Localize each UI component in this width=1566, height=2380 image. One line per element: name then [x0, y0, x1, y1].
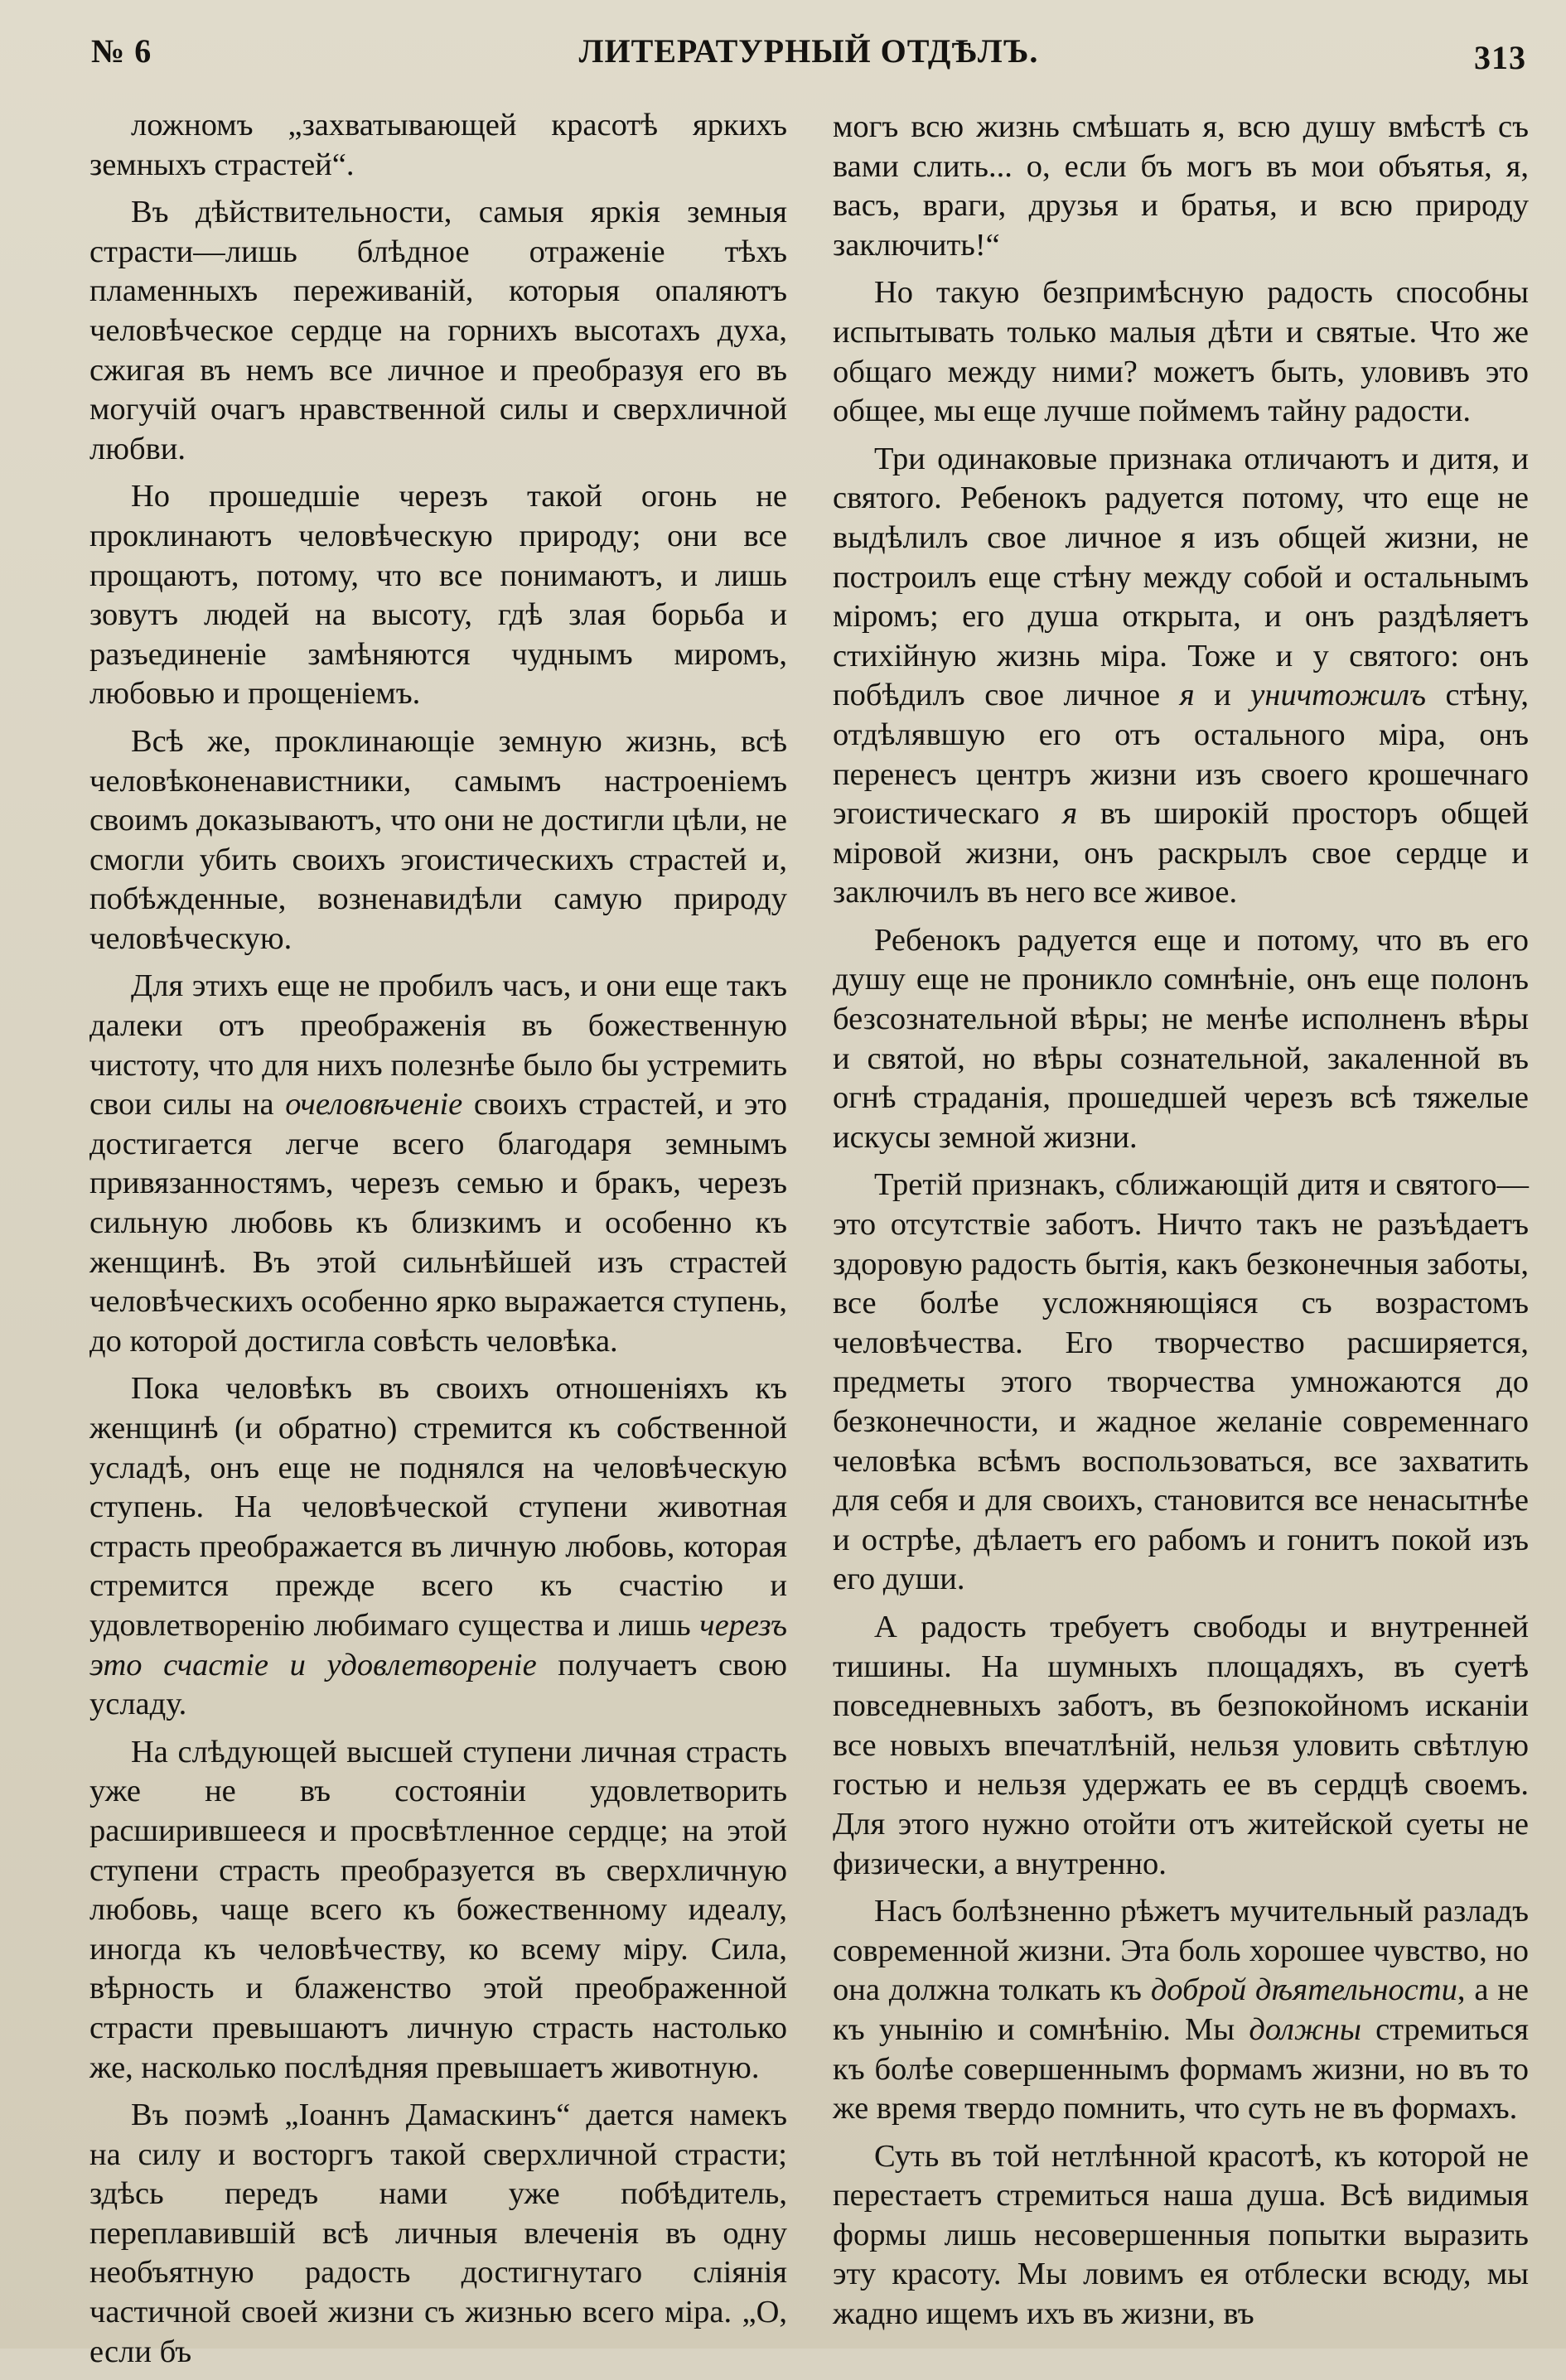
- page-number: 313: [1474, 39, 1526, 76]
- paragraph: [89, 967, 787, 1361]
- text-run: Всѣ же, проклинающіе земную жизнь, всѣ человѣконенавистники, самымъ настроеніемъ своимъ доказываютъ, что они не достигли цѣли, не смогли убить своихъ эгоистическихъ страстей и, побѣжденные, возненавидѣли самую природу человѣческую.: [89, 723, 787, 956]
- text-run: Въ дѣйствительности, самыя яркія земныя страсти—лишь блѣдное отраженіе тѣхъ пламенныхъ переживаній, которыя опаляютъ человѣческое сердце на горнихъ высотахъ духа, сжигая въ немъ все личное и преобразуя его въ могучій очагъ нравственной силы и сверхличной любви.: [89, 195, 787, 466]
- text-run: Въ поэмѣ „Іоаннъ Дамаскинъ“ дается намекъ на силу и восторгъ такой сверхличной страсти; здѣсь передъ нами уже побѣдитель, переплавившій всѣ личныя влеченія въ одну необъятную радость достигнутаго слiянія частичной своей жизни съ жизнью всего міра. „О, если бъ: [89, 2098, 787, 2369]
- text-run: Суть въ той нетлѣнной красотѣ, къ которой не перестаетъ стремиться наша душа. Всѣ видимыя формы лишь несовершенныя попытки выразить эту красоту. Мы ловимъ ея отблески всюду, мы жадно ищемъ ихъ въ жизни, въ: [833, 2138, 1529, 2332]
- italic-text: я: [1062, 796, 1078, 832]
- paragraph: [89, 722, 787, 959]
- paragraph: [833, 1608, 1529, 1884]
- paragraph: [833, 273, 1529, 431]
- issue-number: № 6: [91, 32, 152, 70]
- paragraph: [833, 2137, 1529, 2334]
- italic-text: доброй дѣятельности: [1150, 1972, 1457, 2008]
- italic-text: я: [1179, 678, 1195, 713]
- right-column: [833, 108, 1529, 2343]
- text-run: могъ всю жизнь смѣшать я, всю душу вмѣстѣ съ вами слить... о, если бъ могъ въ мои объятья, я, васъ, враги, друзья и братья, и всю природу заключить!“: [833, 109, 1529, 263]
- italic-text: черезъ это счастіе и удовлетвореніе: [89, 1607, 787, 1682]
- text-run: Насъ болѣзненно рѣжетъ мучительный разладъ современной жизни. Эта боль хорошее чувство, но она должна толкать къ: [833, 1894, 1529, 2008]
- text-run: стремиться къ болѣе совершеннымъ формамъ жизни, но въ то же время твердо помнить, что суть не въ формахъ.: [833, 2011, 1529, 2127]
- text-run: Три одинаковые признака отличаютъ и дитя, и святого. Ребенокъ радуется потому, что еще не выдѣлилъ свое личное я изъ общей жизни, не построилъ еще стѣну между собой и остальнымъ міромъ; его душа открыта, и онъ раздѣляетъ стихійную жизнь міра. Тоже и у святого: онъ побѣдилъ свое личное: [833, 441, 1529, 713]
- left-column: [89, 106, 787, 2380]
- text-run: стѣну, отдѣлявшую его отъ остального міра, онъ перенесъ центръ жизни изъ своего крошечнаго эгоистическаго: [833, 678, 1529, 832]
- text-run: Но прошедшіе черезъ такой огонь не проклинаютъ человѣческую природу; они все прощаютъ, потому, что все понимаютъ, и лишь зовутъ людей на высоту, гдѣ злая борьба и разъединеніе замѣняются чуднымъ миромъ, любовью и прощеніемъ.: [89, 479, 787, 712]
- italic-text: уничтожилъ: [1250, 678, 1427, 713]
- text-run: Для этихъ еще не пробилъ часъ, и они еще такъ далеки отъ преображенія въ божественную чистоту, что для нихъ полезнѣе было бы устремить свои силы на: [89, 968, 787, 1122]
- paragraph: [833, 440, 1529, 913]
- running-header: [91, 31, 1526, 81]
- paragraph: [833, 921, 1529, 1158]
- paragraph: [833, 108, 1529, 265]
- text-run: Ребенокъ радуется еще и потому, что въ его душу еще не проникло сомнѣніе, онъ еще полонъ безсознательной вѣры; не менѣе исполненъ вѣры и святой, но вѣры сознательной, закаленной въ огнѣ страданія, прошедшей черезъ всѣ тяжелые искусы земной жизни.: [833, 922, 1529, 1155]
- text-run: А радость требуетъ свободы и внутренней тишины. На шумныхъ площадяхъ, въ суетѣ повседневныхъ заботъ, въ безпокойномъ исканіи все новыхъ впечатлѣній, нельзя уловить свѣтлую гостью и нельзя удержать ее въ сердцѣ своемъ. Для этого нужно отойти отъ житейской суеты не физически, а внутренно.: [833, 1609, 1529, 1881]
- text-run: Пока человѣкъ въ своихъ отношеніяхъ къ женщинѣ (и обратно) стремится къ собственной усладѣ, онъ еще не поднялся на человѣческую ступень. На человѣческой ступени животная страсть преображается въ личную любовь, которая стремится прежде всего къ счастію и удовлетворенію любимаго существа и лишь: [89, 1371, 787, 1643]
- paragraph: [89, 193, 787, 469]
- paragraph: [89, 2096, 787, 2372]
- paragraph: [89, 1369, 787, 1724]
- paragraph: [89, 106, 787, 185]
- text-run: Но такую безпримѣсную радость способны испытывать только малыя дѣти и святые. Что же общаго между ними? можетъ быть, уловивъ это общее, мы еще лучше поймемъ тайну радости.: [833, 275, 1529, 429]
- text-run: получаетъ свою усладу.: [89, 1647, 787, 1722]
- text-run: въ широкій просторъ общей міровой жизни, онъ раскрылъ свое сердце и заключилъ въ него все живое.: [833, 796, 1529, 910]
- text-run: , а не къ унынію и сомнѣнію. Мы: [833, 1972, 1530, 2047]
- paragraph: [89, 1733, 787, 2088]
- section-title: ЛИТЕРАТУРНЫЙ ОТДѢЛЪ.: [578, 32, 1039, 70]
- paragraph: [89, 477, 787, 714]
- text-run: своихъ страстей, и это достигается легче всего благодаря земнымъ привязанностямъ, черезъ семью и бракъ, черезъ сильную любовь къ близкимъ и особенно къ женщинѣ. Въ этой сильнѣйшей изъ страстей человѣческихъ особенно ярко выражается ступень, до которой достигла совѣсть человѣка.: [89, 1087, 787, 1359]
- text-run: На слѣдующей высшей ступени личная страсть уже не въ состояніи удовлетворить расширившееся и просвѣтленное сердце; на этой ступени страсть преобразуется въ сверхличную любовь, чаще всего къ божественному идеалу, иногда къ человѣчеству, ко всему міру. Сила, вѣрность и блаженство этой преображенной страсти превышаютъ личную страсть настолько же, насколько послѣдняя превышаетъ животную.: [89, 1734, 787, 2085]
- paragraph: [833, 1166, 1529, 1600]
- text-run: ложномъ „захватывающей красотѣ яркихъ земныхъ страстей“.: [89, 108, 787, 182]
- text-run: и: [1194, 678, 1251, 713]
- text-run: Третій признакъ, сближающій дитя и святого—это отсутствіе заботъ. Ничто такъ не разъѣдаетъ здоровую радость бытія, какъ безконечныя заботы, все болѣе усложняющіяся съ возрастомъ человѣчества. Его творчество расширяется, предметы этого творчества умножаются до безконечности, и жадное желаніе современнаго человѣка всѣмъ воспользоваться, все захватить для себя и для своихъ, становится все ненасытнѣе и острѣе, дѣлаетъ его рабомъ и гонитъ покой изъ его души.: [833, 1167, 1529, 1597]
- paragraph: [833, 1892, 1529, 2129]
- italic-text: должны: [1249, 2011, 1361, 2047]
- italic-text: очеловѣченіе: [285, 1087, 463, 1122]
